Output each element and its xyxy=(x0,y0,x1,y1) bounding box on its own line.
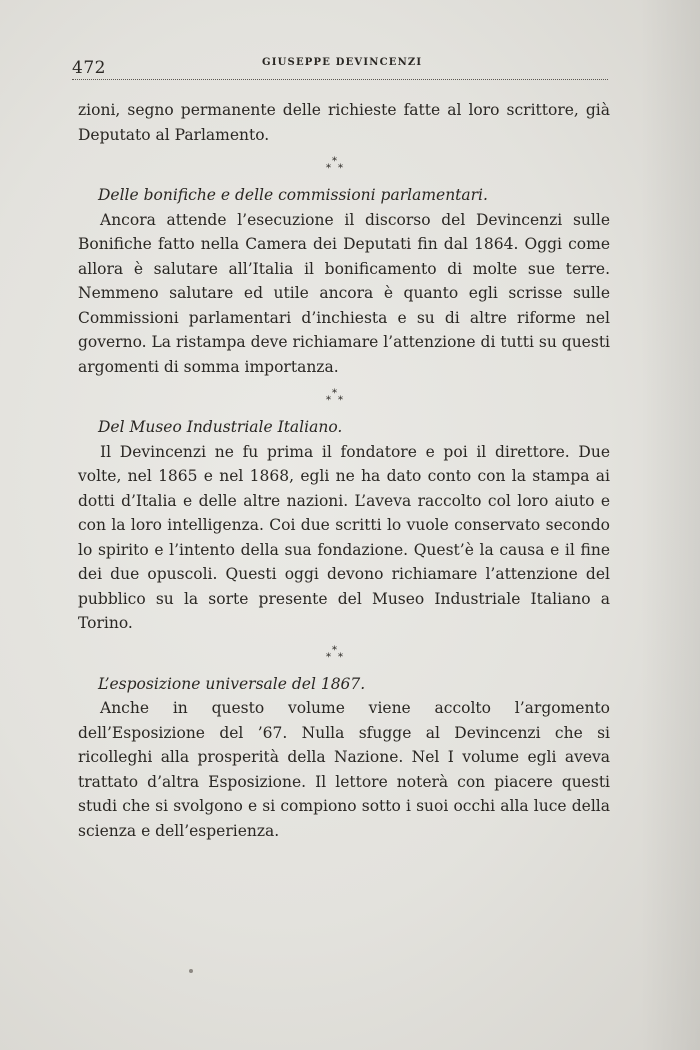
page-header xyxy=(72,54,608,82)
asterism-star-icon: * xyxy=(326,651,331,663)
page-number: 472 xyxy=(72,58,106,78)
asterism-star-icon: * xyxy=(338,395,343,406)
page-edge-shadow xyxy=(640,0,700,1050)
asterism-star-icon: * xyxy=(326,163,331,174)
page-body xyxy=(78,98,610,843)
asterism-divider xyxy=(78,147,610,183)
section-heading: Del Museo Industriale Italiano. xyxy=(98,418,343,436)
asterism-star-icon: * xyxy=(338,651,343,663)
asterism-star-icon: * xyxy=(332,388,337,399)
asterism-star-icon: * xyxy=(338,163,343,174)
asterism-divider xyxy=(78,379,610,415)
asterism-star-icon: * xyxy=(332,156,337,167)
section-paragraph: Il Devincenzi ne fu prima il fondatore e poi il direttore. Due volte, nel 1865 e nel 1868, egli ne ha dato conto con la stampa ai dotti d’Italia e delle altre nazioni. L’aveva raccolto col loro aiuto e con la loro intelligenza. Coi due scritti lo vuole conservato secondo lo spirito e l’intento della sua fondazione. Quest’è la causa e il fine dei due opuscoli. Questi oggi devono richiamare l’attenzione del pubblico su la sorte presente del Museo Industriale Italiano a Torino. xyxy=(78,442,610,632)
header-dotted-rule xyxy=(72,79,608,80)
running-head: GIUSEPPE DEVINCENZI xyxy=(262,57,423,68)
asterism-divider xyxy=(78,636,610,672)
asterism-star-icon: * xyxy=(332,644,337,656)
section-heading: Delle bonifiche e delle commissioni parlamentari. xyxy=(98,186,488,204)
section-paragraph: Ancora attende l’esecuzione il discorso del Devincenzi sulle Bonifiche fatto nella Camera dei Deputati fin dal 1864. Oggi come allora è salutare all’Italia il bonificamento di molte sue terre. Nemmeno salutare ed utile ancora è quanto egli scrisse sulle Commissioni parlamentari d’inchiesta e su di altre riforme nel governo. La ristampa deve richiamare l’attenzione di tutti su questi argomenti di somma importanza. xyxy=(78,210,610,376)
paper-speck xyxy=(189,969,193,973)
section-heading: L’esposizione universale del 1867. xyxy=(98,674,366,693)
section-paragraph: Anche in questo volume viene accolto l’argomento dell’Esposizione del ’67. Nulla sfugge al Devincenzi che si ricolleghi alla prosperità della Nazione. Nel I volume egli aveva trattato d’altra Esposizione. Il lettore noterà con piacere questi studi che si svolgono e si compiono sotto i suoi occhi alla luce della scienza e dell’esperienza. xyxy=(78,699,610,840)
intro-paragraph: zioni, segno permanente delle richieste fatte al loro scrittore, già Deputato al Parlamento. xyxy=(78,101,610,144)
asterism-star-icon: * xyxy=(326,395,331,406)
